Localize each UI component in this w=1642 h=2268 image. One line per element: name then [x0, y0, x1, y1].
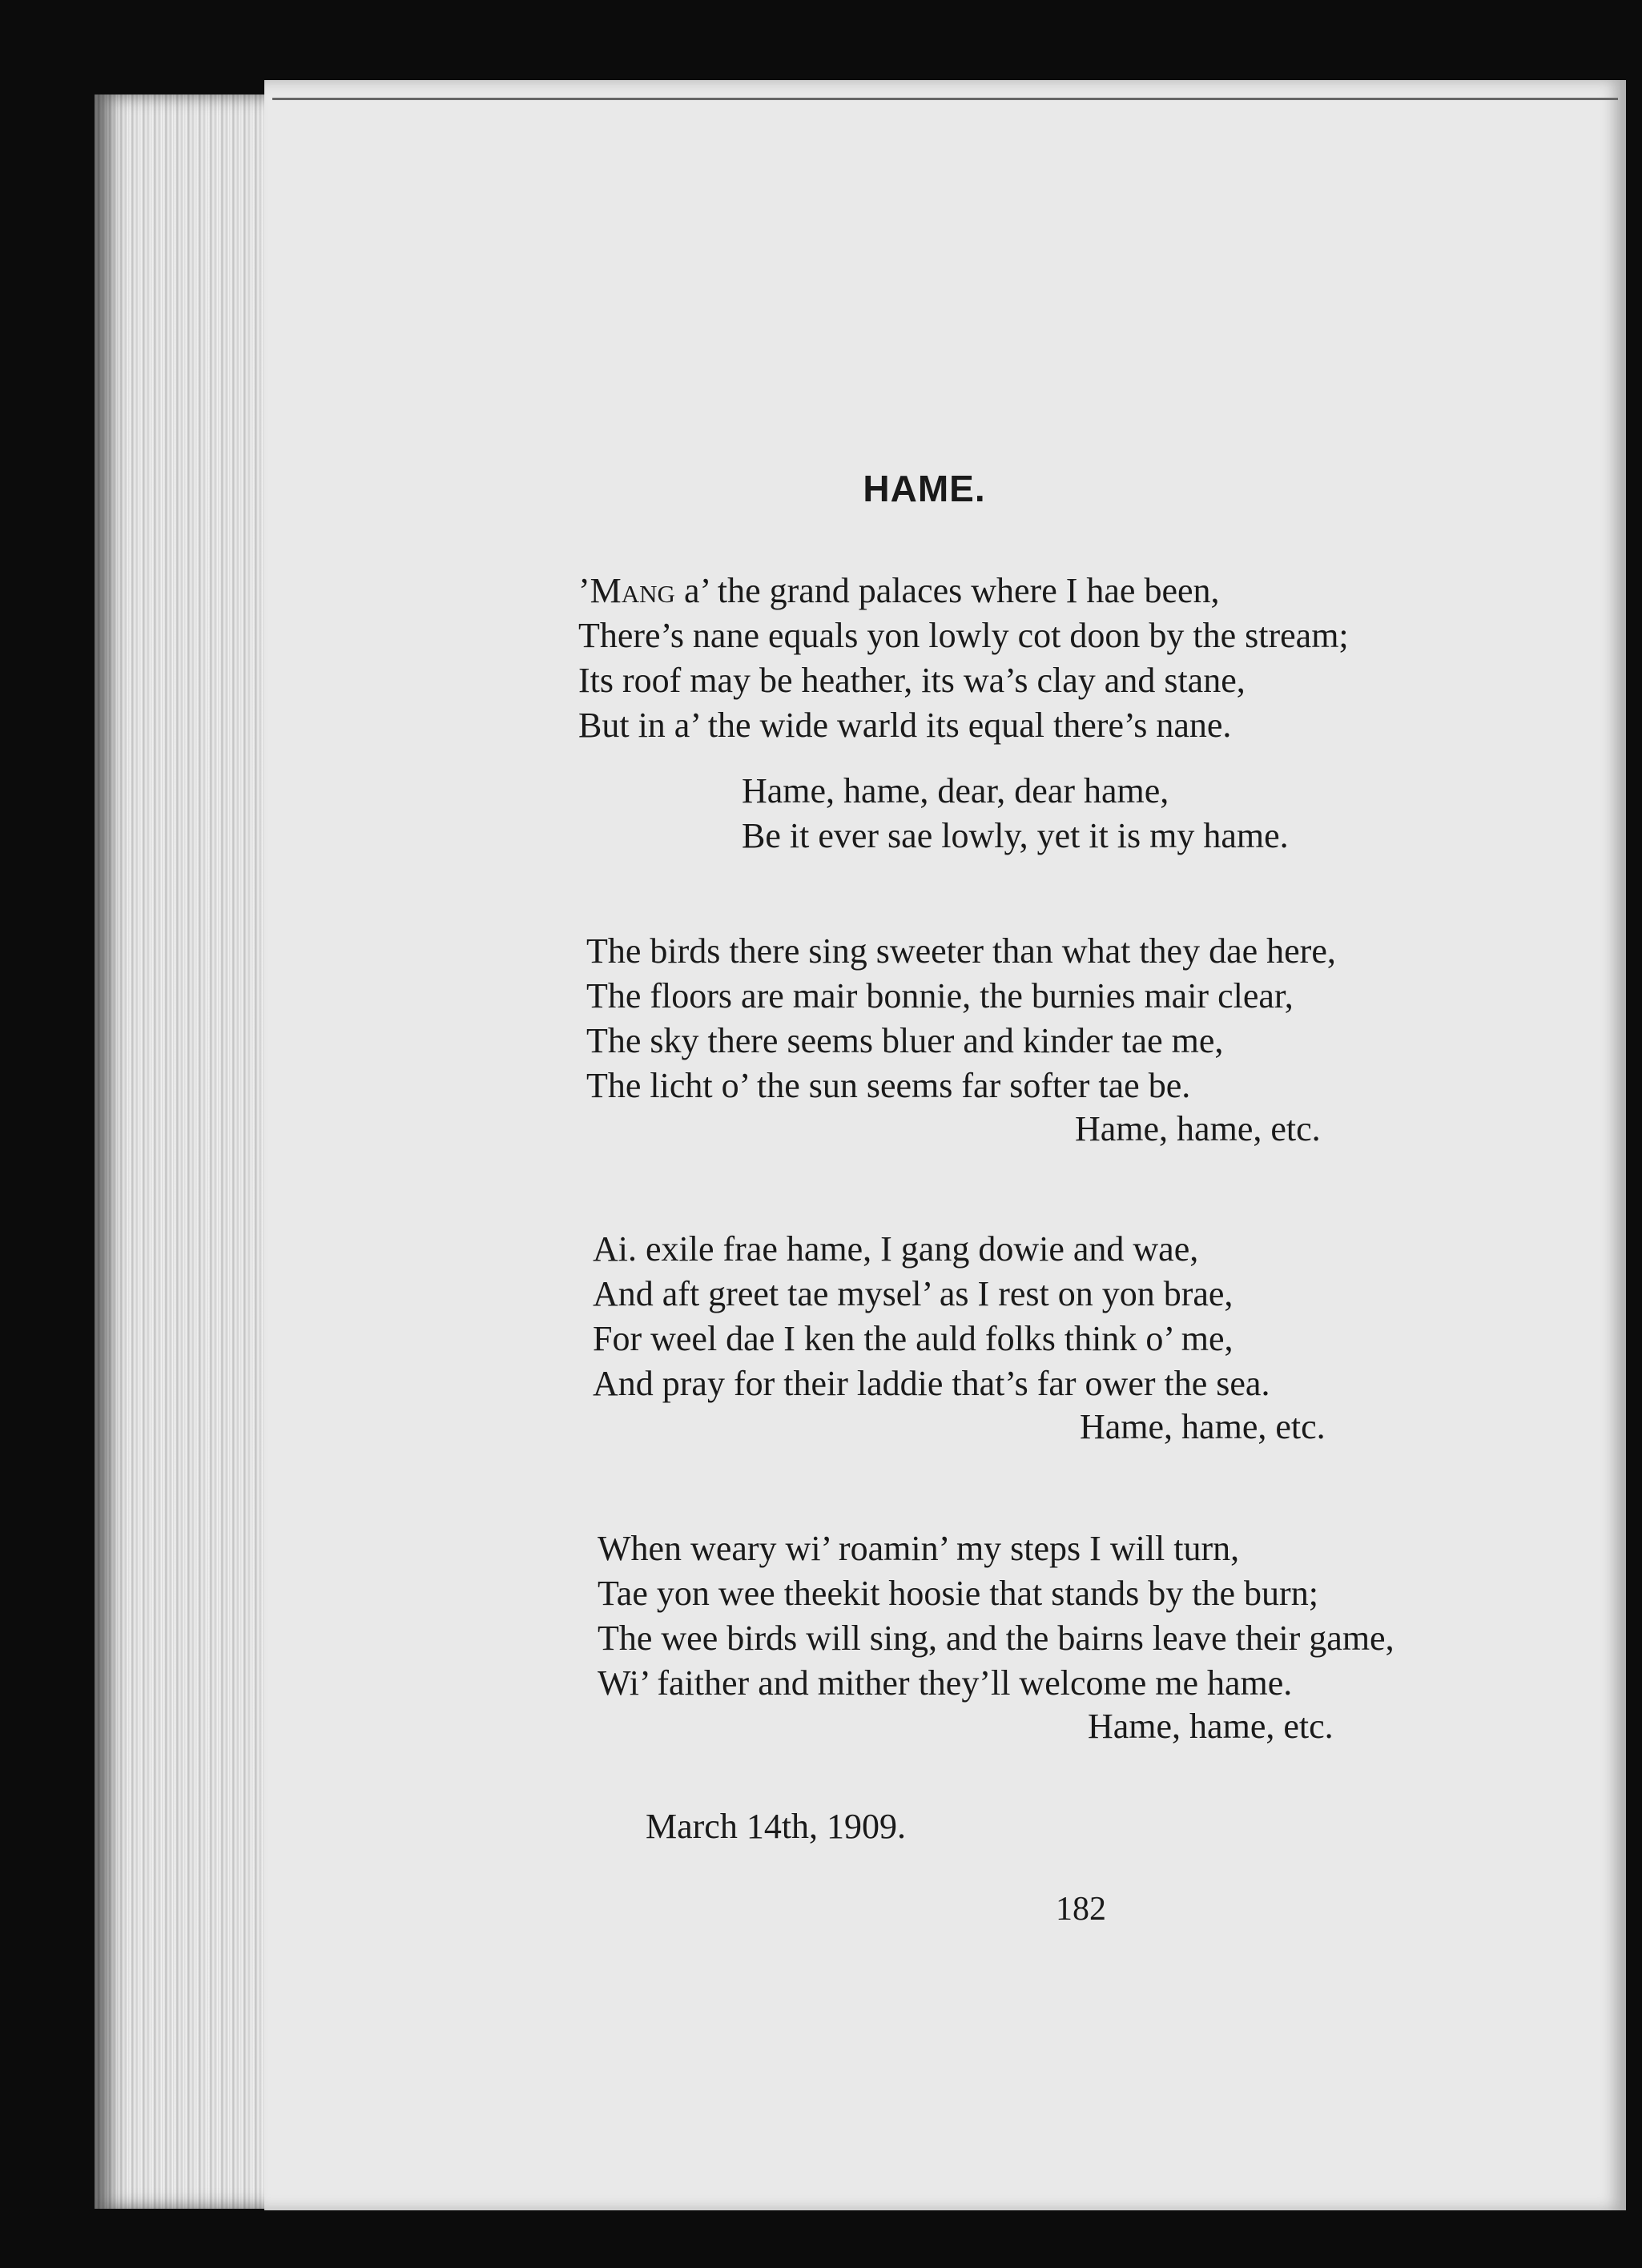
stanza-3-line-2: And aft greet tae mysel’ as I rest on yon brae, [593, 1274, 1234, 1313]
chorus-line-2: Be it ever sae lowly, yet it is my hame. [742, 816, 1289, 855]
poem-title: HAME. [863, 468, 986, 509]
stanza-1-line-2: There’s nane equals yon lowly cot doon by the stream; [578, 616, 1349, 655]
stanza-2-refrain: Hame, hame, etc. [1075, 1109, 1321, 1148]
page-edges [95, 94, 267, 2209]
stanza-1-first-word: ’Mang [578, 571, 675, 610]
chorus [742, 769, 1289, 859]
stanza-3 [593, 1227, 1270, 1406]
stanza-3-line-4: And pray for their laddie that’s far ower the sea. [593, 1364, 1270, 1403]
stanza-1-line-4: But in a’ the wide warld its equal there’s nane. [578, 706, 1232, 745]
stanza-4 [598, 1526, 1394, 1706]
stanza-2-line-3: The sky there seems bluer and kinder tae me, [586, 1021, 1224, 1060]
stanza-4-line-2: Tae yon wee theekit hoosie that stands by the burn; [598, 1574, 1318, 1613]
stanza-1-line-3: Its roof may be heather, its wa’s clay and stane, [578, 661, 1246, 700]
page-top-rule [272, 98, 1618, 100]
page-number: 182 [1056, 1891, 1106, 1928]
stanza-4-refrain: Hame, hame, etc. [1088, 1707, 1334, 1746]
stanza-2 [586, 929, 1336, 1108]
stanza-3-refrain: Hame, hame, etc. [1080, 1407, 1326, 1446]
stanza-4-line-4: Wi’ faither and mither they’ll welcome me hame. [598, 1663, 1293, 1703]
stanza-2-line-1: The birds there sing sweeter than what they dae here, [586, 931, 1336, 971]
poem-date: March 14th, 1909. [646, 1807, 907, 1846]
book-page [264, 80, 1626, 2210]
stanza-4-line-3: The wee birds will sing, and the bairns leave their game, [598, 1619, 1394, 1658]
stanza-1 [578, 569, 1349, 748]
stanza-1-line-1-rest: a’ the grand palaces where I hae been, [674, 571, 1220, 610]
stanza-4-line-1: When weary wi’ roamin’ my steps I will turn, [598, 1529, 1240, 1568]
stanza-2-line-2: The floors are mair bonnie, the burnies mair clear, [586, 976, 1294, 1015]
stanza-3-line-3: For weel dae I ken the auld folks think o’ me, [593, 1319, 1234, 1358]
stanza-3-line-1: Ai. exile frae hame, I gang dowie and wae, [593, 1229, 1199, 1269]
stanza-2-line-4: The licht o’ the sun seems far softer tae be. [586, 1066, 1191, 1105]
chorus-line-1: Hame, hame, dear, dear hame, [742, 771, 1169, 810]
stanza-1-line-1 [578, 569, 1349, 613]
